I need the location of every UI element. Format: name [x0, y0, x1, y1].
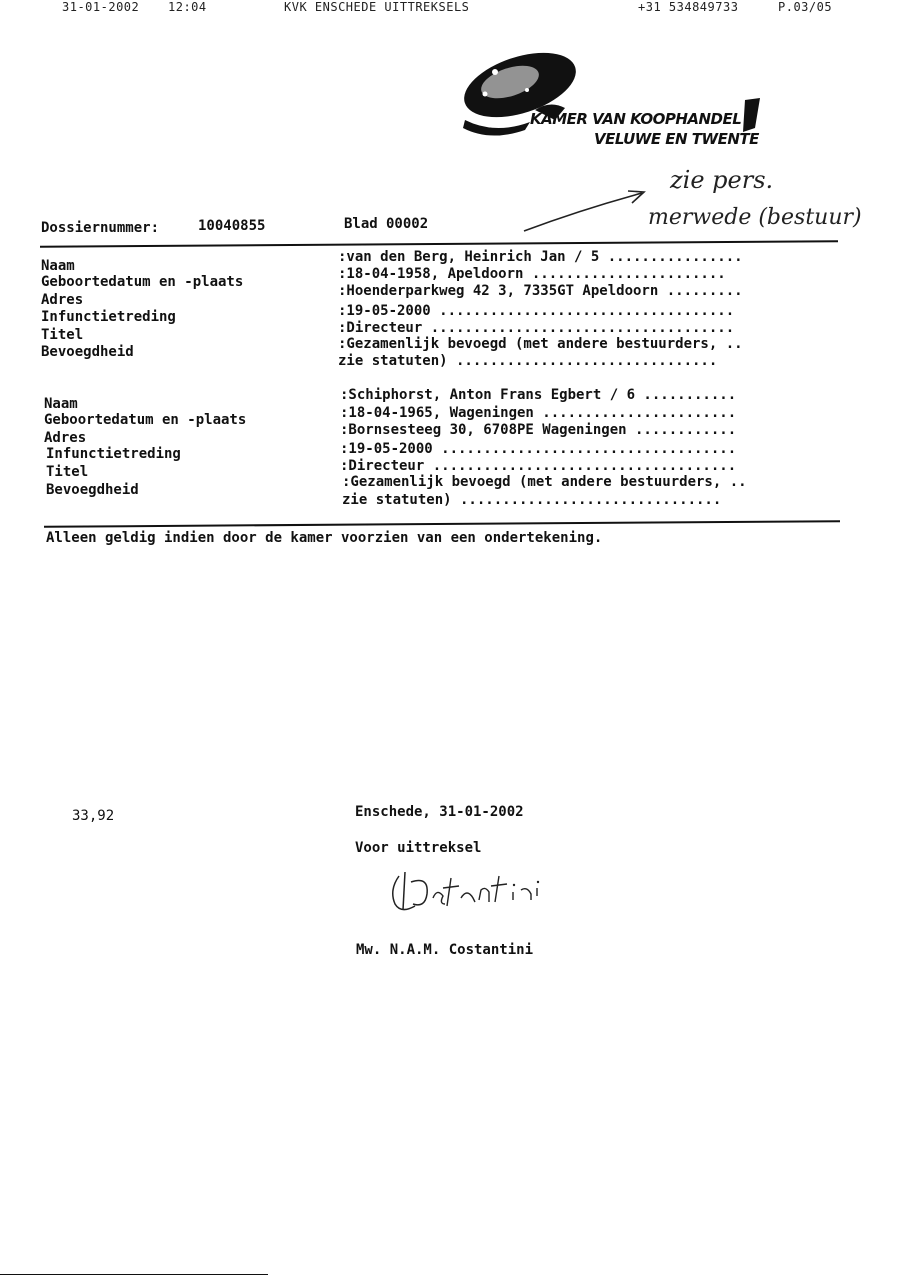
logo-line-1: KAMER VAN KOOPHANDEL [530, 110, 742, 128]
place-date: Enschede, 31-01-2002 [355, 804, 524, 820]
fax-time: 12:04 [168, 0, 207, 14]
person-2-address-label: Adres [44, 430, 87, 446]
purpose: Voor uittreksel [355, 840, 482, 856]
person-2-title-value: :Directeur .................................... [340, 458, 737, 474]
person-2-birth-label: Geboortedatum en -plaats [44, 412, 247, 428]
handwritten-arrow [520, 185, 650, 235]
person-1-name-label: Naam [41, 258, 75, 274]
person-2-start-label: Infunctietreding [46, 446, 181, 462]
person-1-birth-label: Geboortedatum en -plaats [41, 274, 244, 290]
person-2-address-value: :Bornsesteeg 30, 6708PE Wageningen ............ [340, 422, 737, 438]
person-2-name-label: Naam [44, 396, 78, 412]
fax-sender: KVK ENSCHEDE UITTREKSELS [284, 0, 470, 14]
fax-page: P.03/05 [778, 0, 833, 14]
person-1-birth-value: :18-04-1958, Apeldoorn ....................... [338, 266, 726, 282]
person-1-title-label: Titel [41, 327, 84, 343]
person-1-start-value: :19-05-2000 ................................... [338, 303, 735, 319]
person-1-authority-label: Bevoegdheid [41, 344, 134, 360]
bottom-edge-rule [0, 1274, 268, 1275]
person-2-birth-value: :18-04-1965, Wageningen ....................... [340, 405, 737, 421]
table-bottom-rule [44, 520, 840, 528]
signatory-name: Mw. N.A.M. Costantini [356, 942, 534, 958]
person-2-title-label: Titel [46, 464, 89, 480]
handwritten-note-2: merwede (bestuur) [648, 205, 862, 230]
person-2-start-value: :19-05-2000 ................................... [340, 441, 737, 457]
person-1-name-value: :van den Berg, Heinrich Jan / 5 ................ [338, 249, 743, 265]
person-1-start-label: Infunctietreding [41, 309, 176, 325]
table-top-rule [40, 240, 838, 248]
dossier-label: Dossiernummer: [41, 220, 160, 236]
person-2-authority-label: Bevoegdheid [46, 482, 139, 498]
validity-note: Alleen geldig indien door de kamer voorzien van een ondertekening. [46, 530, 603, 546]
person-1-address-label: Adres [41, 292, 84, 308]
person-2-name-value: :Schiphorst, Anton Frans Egbert / 6 ........... [340, 387, 737, 403]
amount: 33,92 [72, 808, 115, 824]
blad-label: Blad [344, 216, 378, 232]
person-2-authority-cont: zie statuten) ............................... [342, 492, 722, 508]
person-2-authority-value: :Gezamenlijk bevoegd (met andere bestuurders, .. [342, 474, 747, 490]
fax-date: 31-01-2002 [62, 0, 140, 14]
blad-number: 00002 [386, 216, 429, 232]
fax-phone: +31 534849733 [638, 0, 739, 14]
person-1-address-value: :Hoenderparkweg 42 3, 7335GT Apeldoorn ......... [338, 283, 743, 299]
logo-line-2: VELUWE EN TWENTE [594, 130, 759, 148]
person-1-authority-value: :Gezamenlijk bevoegd (met andere bestuurders, .. [338, 336, 743, 352]
person-1-title-value: :Directeur .................................... [338, 320, 735, 336]
person-1-authority-cont: zie statuten) ............................... [338, 353, 718, 369]
handwritten-note-1: zie pers. [670, 166, 774, 194]
dossier-number: 10040855 [198, 218, 266, 234]
handwritten-signature [385, 868, 560, 918]
